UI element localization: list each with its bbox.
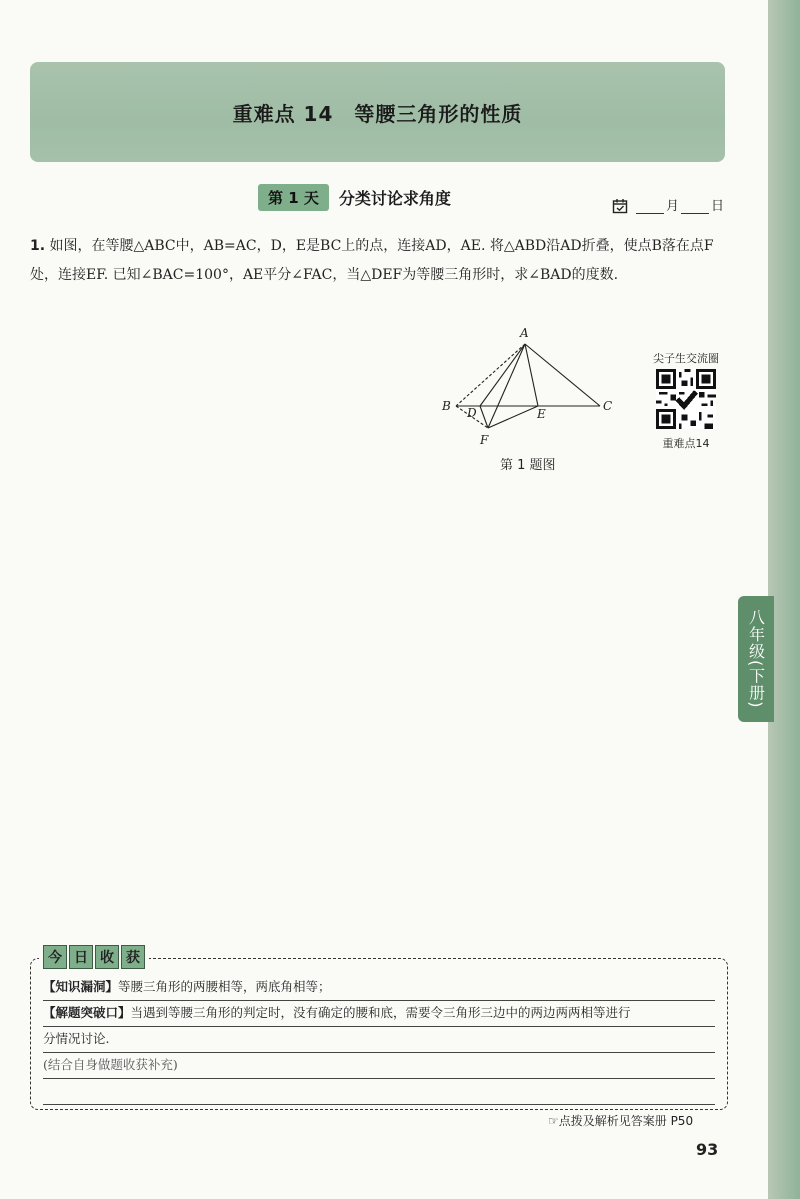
segment-ad	[480, 344, 525, 406]
qr-label-bottom: 重难点14	[662, 437, 710, 450]
label-a: A	[520, 326, 529, 340]
day-blank[interactable]	[681, 199, 709, 214]
figure-caption: 第 1 题图	[500, 458, 556, 473]
day-header	[258, 184, 451, 211]
breakthrough-text: 当遇到等腰三角形的判定时，没有确定的腰和底，需要令三角形三边中的两边两两相等进行	[130, 1005, 631, 1020]
problem-text: 如图，在等腰△ABC中，AB=AC，D，E是BC上的点，连接AD，AE. 将△ABD沿AD折叠，使点B落在点F处，连接EF. 已知∠BAC=100°，AE平分∠FAC，当△DEF为等腰三角形时，求∠BAD的度数.	[30, 238, 714, 283]
label-b: B	[442, 399, 451, 413]
day-label: 日	[711, 199, 725, 214]
date-field	[612, 195, 724, 214]
knowledge-gap-text: 等腰三角形的两腰相等，两底角相等；	[118, 979, 331, 994]
harvest-heading	[39, 945, 149, 969]
breakthrough-tag: 【解题突破口】	[43, 1005, 131, 1020]
harvest-line-knowledge	[43, 975, 715, 1001]
harvest-lines	[43, 975, 715, 1105]
label-e: E	[537, 407, 546, 421]
label-f: F	[480, 433, 489, 447]
problem-1	[30, 232, 730, 290]
section-title: 重难点 14 等腰三角形的性质	[232, 101, 523, 126]
triangle-figure	[430, 320, 630, 470]
grade-tab-label: 八年级(下册)	[746, 609, 766, 709]
segment-df	[480, 406, 488, 428]
section-banner	[30, 62, 725, 162]
qr-label-top: 尖子生交流圈	[653, 352, 719, 365]
month-blank[interactable]	[636, 199, 664, 214]
day-badge: 第 1 天	[258, 184, 329, 211]
qr-block	[648, 350, 724, 451]
segment-ab	[456, 344, 525, 406]
grade-side-tab[interactable]	[738, 596, 774, 722]
harvest-char-3: 收	[95, 945, 119, 969]
answer-reference: ☞点拨及解析见答案册 P50	[548, 1114, 694, 1128]
harvest-line-continued: 分情况讨论.	[43, 1027, 715, 1053]
harvest-line-blank[interactable]	[43, 1079, 715, 1105]
qr-code-icon[interactable]	[656, 369, 716, 429]
page-number: 93	[696, 1140, 719, 1159]
label-c: C	[603, 399, 613, 413]
harvest-char-2: 日	[69, 945, 93, 969]
knowledge-gap-tag: 【知识漏洞】	[43, 979, 119, 994]
harvest-line-breakthrough	[43, 1001, 715, 1027]
daily-harvest-box	[30, 950, 728, 1110]
segment-af	[488, 344, 525, 428]
harvest-char-1: 今	[43, 945, 67, 969]
day-title: 分类讨论求角度	[338, 189, 451, 208]
problem-number: 1.	[30, 238, 46, 254]
calendar-icon	[612, 198, 628, 214]
harvest-line-supplement[interactable]: (结合自身做题收获补充)	[43, 1053, 715, 1079]
month-label: 月	[666, 199, 680, 214]
label-d: D	[467, 406, 477, 420]
harvest-char-4: 获	[121, 945, 145, 969]
segment-ef	[488, 406, 538, 428]
